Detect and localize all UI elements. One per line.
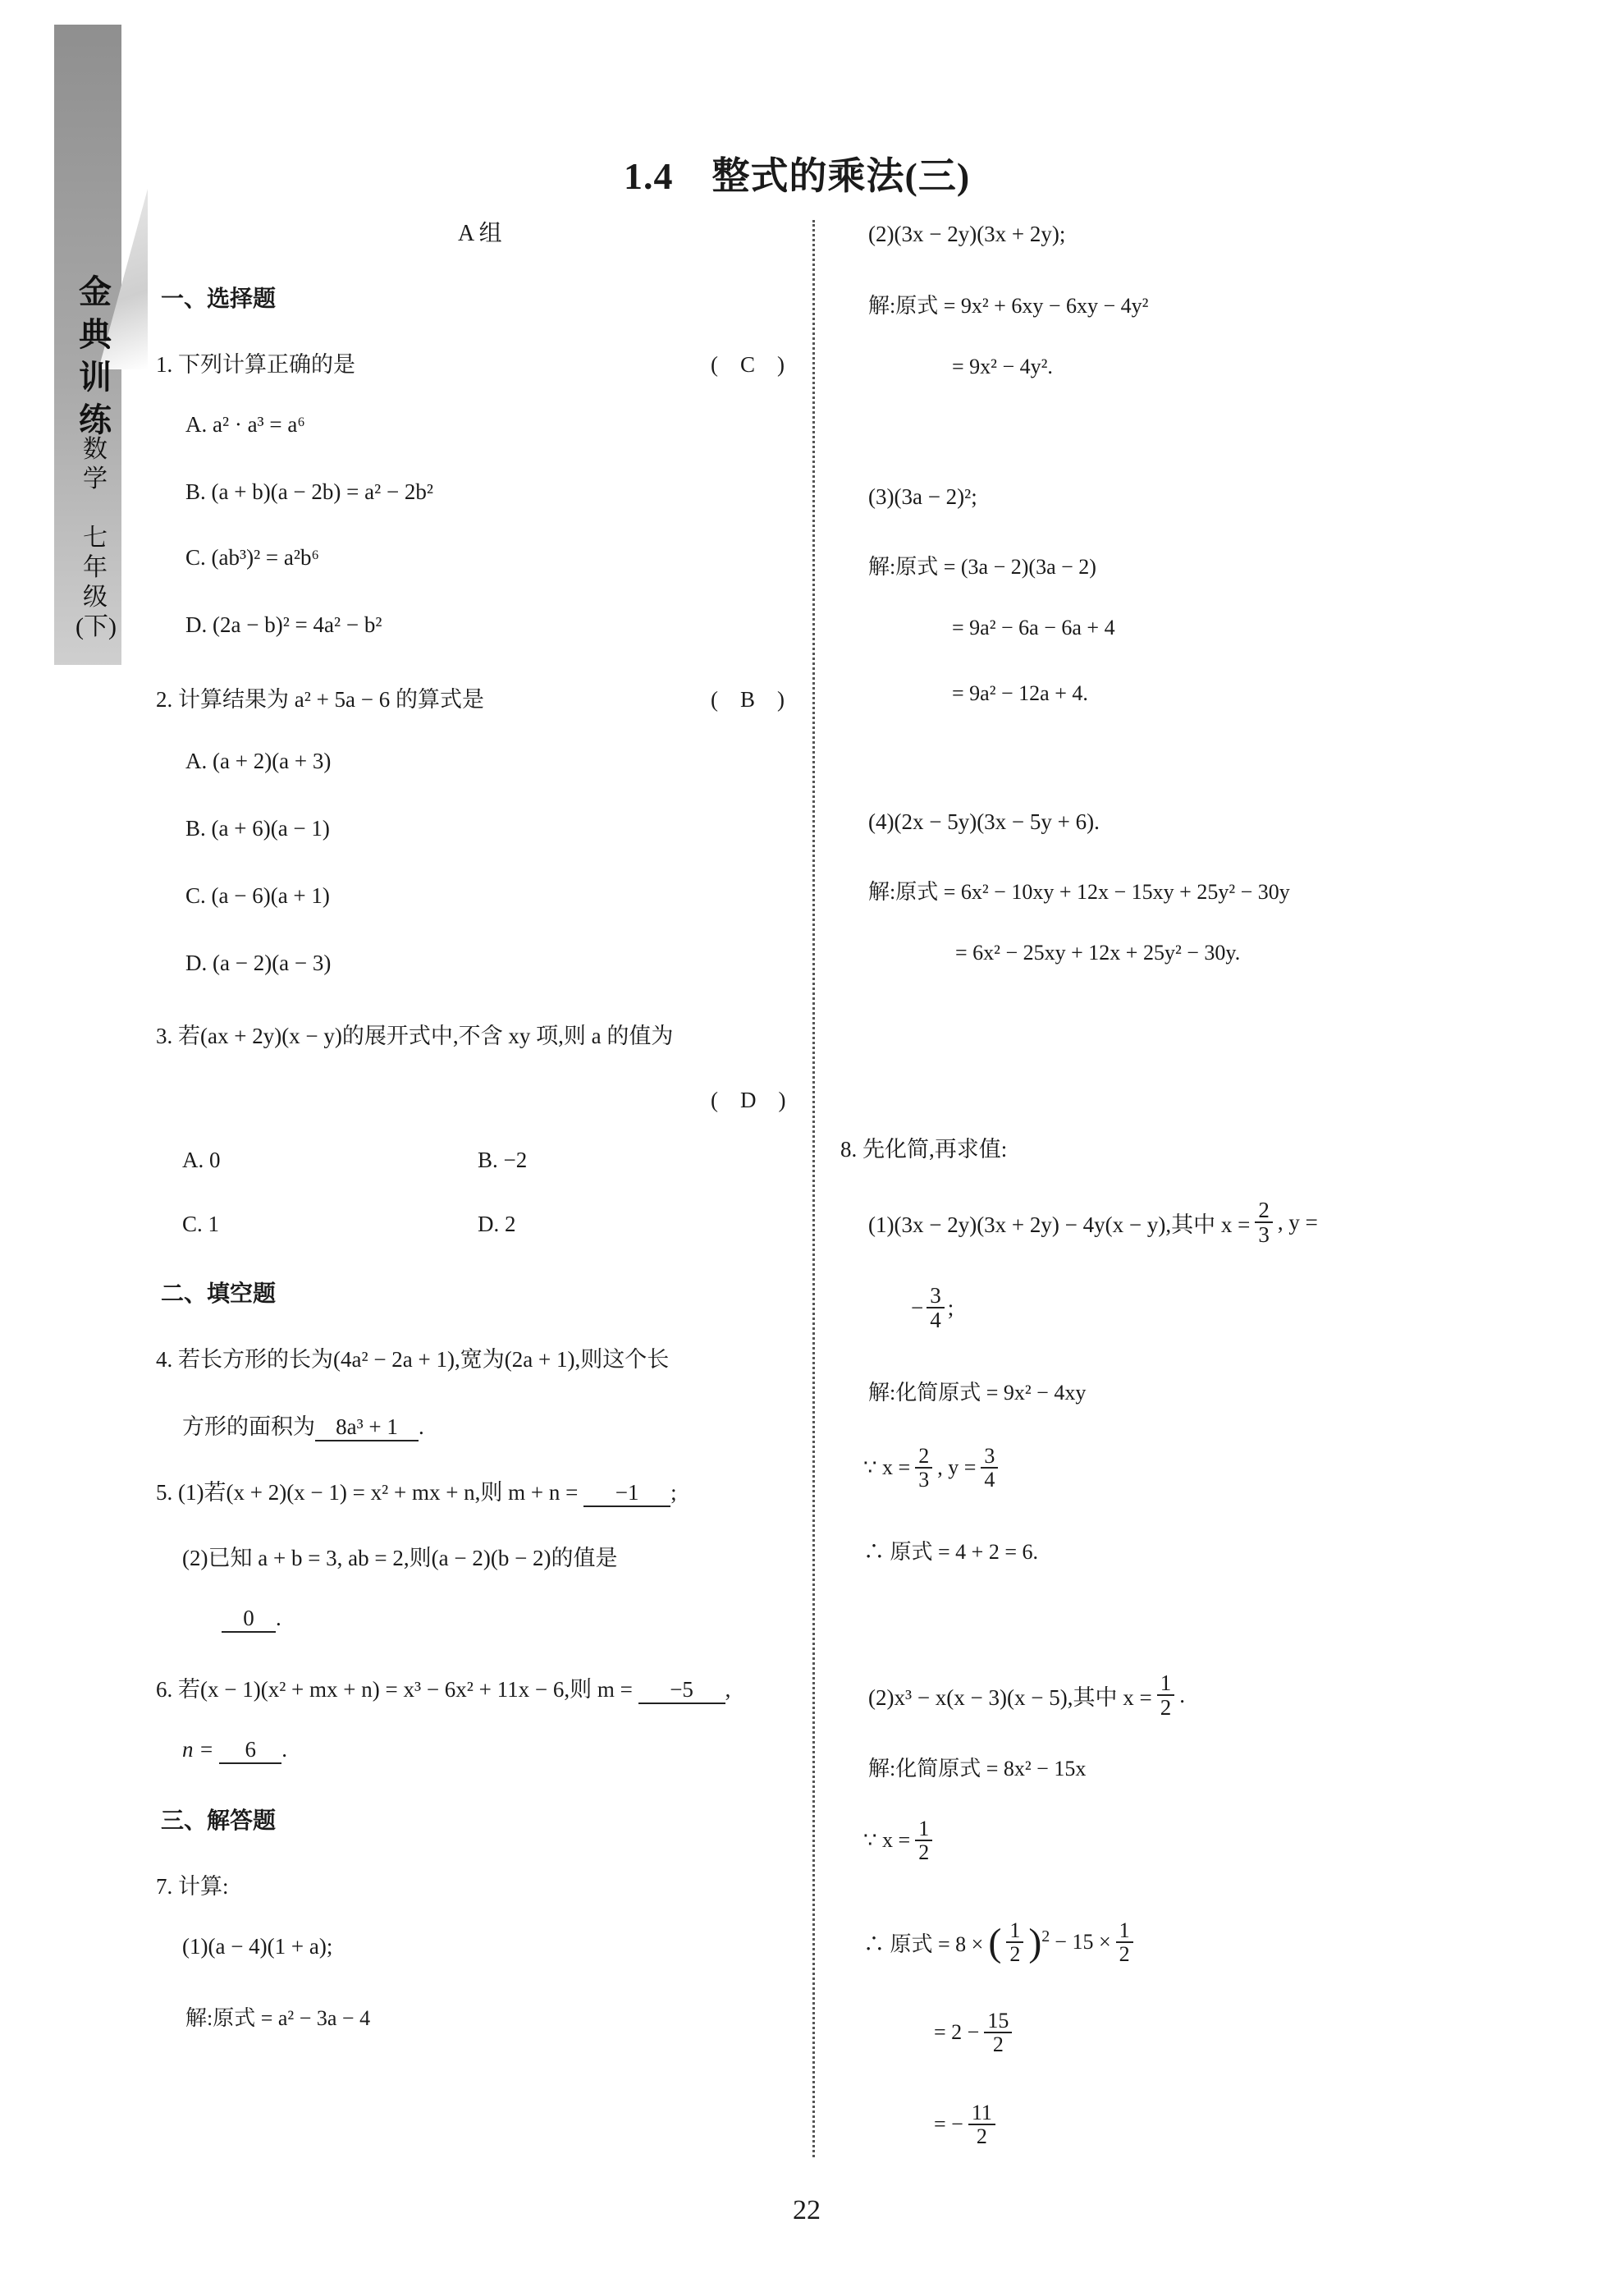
q6-n-suffix: .	[281, 1737, 287, 1762]
q3-answer: ( D )	[711, 1088, 786, 1112]
q7-part1-solution: 解:原式 = a² − 3a − 4	[185, 2006, 371, 2030]
q3-option-b: B. −2	[478, 1148, 528, 1172]
fraction-numerator: 11	[968, 2101, 995, 2125]
brand-title: 金典训练	[79, 273, 112, 438]
fraction-denominator: 2	[1160, 1695, 1172, 1721]
fraction-numerator: 1	[915, 1817, 932, 1841]
q6-n-blank: 6	[219, 1737, 281, 1764]
q7-part3-solution-3: = 9a² − 12a + 4.	[952, 681, 1088, 705]
q4-line1: 4. 若长方形的长为(4a² − 2a + 1),宽为(2a + 1),则这个长	[156, 1347, 670, 1372]
q8-part2-solution-5	[934, 2101, 995, 2148]
because-x-label: ∵ x =	[863, 1828, 911, 1853]
fraction-denominator: 4	[930, 1308, 941, 1333]
because-x-label: ∵ x =	[863, 1455, 911, 1480]
q6-n-label: n =	[182, 1737, 214, 1762]
q2-stem: 2. 计算结果为 a² + 5a − 6 的算式是	[156, 687, 485, 712]
q2-option-a: A. (a + 2)(a + 3)	[185, 749, 332, 773]
fraction-numerator: 3	[981, 1445, 998, 1469]
q3-option-d: D. 2	[478, 1212, 516, 1236]
fraction-denominator: 4	[984, 1468, 995, 1492]
q8-part1-solution-1: 解:化简原式 = 9x² − 4xy	[868, 1381, 1087, 1405]
q8-part1-solution-2	[863, 1445, 998, 1492]
q8-part1-x-fraction	[1255, 1198, 1273, 1247]
page-number: 22	[793, 2195, 821, 2225]
q8-part2-text: (2)x³ − x(x − 3)(x − 5),其中 x =	[868, 1684, 1152, 1710]
q5-part1-blank: −1	[583, 1480, 670, 1507]
section-choice: 一、选择题	[161, 286, 277, 312]
q5-part1	[156, 1474, 677, 1507]
q8-part2-solution-3	[863, 1919, 1133, 1966]
y-value-fraction	[981, 1445, 998, 1492]
x-value-fraction	[915, 1817, 932, 1864]
q6-m-blank: −5	[638, 1677, 725, 1704]
q8-part1-text: (1)(3x − 2y)(3x + 2y) − 4y(x − y),其中 x =	[868, 1212, 1251, 1237]
q4-line2	[182, 1409, 424, 1441]
fraction-denominator: 2	[1119, 1942, 1130, 1967]
q2-option-b: B. (a + 6)(a − 1)	[185, 816, 330, 841]
half-fraction	[1116, 1919, 1133, 1966]
q3-stem: 3. 若(ax + 2y)(x − y)的展开式中,不含 xy 项,则 a 的值为	[156, 1024, 674, 1048]
y-label: , y =	[937, 1455, 977, 1480]
q1-stem: 1. 下列计算正确的是	[156, 352, 355, 377]
fraction-numerator: 2	[915, 1445, 932, 1469]
q7-part2: (2)(3x − 2y)(3x + 2y);	[868, 222, 1066, 246]
fraction-numerator: 1	[1157, 1671, 1175, 1696]
fraction-numerator: 1	[1006, 1919, 1023, 1943]
q8-part2-x-fraction	[1157, 1671, 1175, 1720]
q8-part2-solution-1: 解:化简原式 = 8x² − 15x	[868, 1757, 1087, 1780]
section-solve: 三、解答题	[161, 1808, 277, 1834]
q5-part2-line2	[222, 1606, 281, 1633]
q7-part2-solution-1: 解:原式 = 9x² + 6xy − 6xy − 4y²	[868, 294, 1149, 318]
q8-part1-line1	[868, 1198, 1318, 1247]
section-fill: 二、填空题	[161, 1281, 277, 1307]
q1-answer: ( C )	[711, 352, 785, 377]
q5-part2-blank: 0	[222, 1606, 276, 1633]
q6-line1-text: 6. 若(x − 1)(x² + mx + n) = x³ − 6x² + 11x − 6,则 m =	[156, 1677, 633, 1702]
fraction-numerator: 1	[1116, 1919, 1133, 1943]
q7-part1: (1)(a − 4)(1 + a);	[182, 1934, 333, 1959]
q1-option-a: A. a² · a³ = a⁶	[185, 412, 305, 437]
q4-answer-blank: 8a³ + 1	[315, 1414, 419, 1441]
fraction-denominator: 2	[918, 1840, 930, 1865]
q2-option-c: C. (a − 6)(a + 1)	[185, 883, 330, 908]
subject-label: 数学	[83, 436, 108, 493]
fraction-denominator: 3	[918, 1468, 930, 1492]
q8-part2-end: .	[1179, 1682, 1185, 1707]
q8-part2-solution-4	[934, 2010, 1012, 2056]
q7-part3-solution-1: 解:原式 = (3a − 2)(3a − 2)	[868, 555, 1096, 579]
left-paren: (	[988, 1920, 1002, 1964]
q1-option-d: D. (2a − b)² = 4a² − b²	[185, 612, 382, 637]
x-value-fraction	[915, 1445, 932, 1492]
q7-part3-solution-2: = 9a² − 6a − 6a + 4	[952, 616, 1115, 639]
q8-part1-end: ;	[947, 1295, 954, 1320]
q2-answer: ( B )	[711, 687, 785, 712]
column-divider	[812, 220, 815, 2157]
q6-line1	[156, 1671, 730, 1704]
minus-term: − 15 ×	[1055, 1930, 1111, 1955]
q5-part1-text: 5. (1)若(x + 2)(x − 1) = x² + mx + n,则 m + n =	[156, 1480, 579, 1505]
page-title: 1.4 整式的乘法(三)	[624, 155, 971, 197]
q3-option-c: C. 1	[182, 1212, 220, 1236]
fraction-numerator: 3	[927, 1284, 945, 1308]
q4-line2-suffix: .	[419, 1414, 424, 1439]
q5-part1-suffix: ;	[670, 1480, 677, 1505]
q8-part1-line2	[911, 1284, 954, 1332]
q3-option-a: A. 0	[182, 1148, 221, 1172]
half-fraction	[1006, 1919, 1023, 1966]
q6-line2	[182, 1737, 287, 1764]
q8-part2-solution-2	[863, 1817, 932, 1864]
group-label: A 组	[458, 221, 502, 246]
equals-prefix: = −	[934, 2112, 963, 2137]
q5-part2-line1: (2)已知 a + b = 3, ab = 2,则(a − 2)(b − 2)的值是	[182, 1546, 618, 1570]
q7-part4-solution-1: 解:原式 = 6x² − 10xy + 12x − 15xy + 25y² − 30y	[868, 880, 1290, 904]
subject-grade	[75, 435, 115, 642]
q8-part1-y-fraction	[927, 1284, 945, 1332]
q8-part1-y-label: , y =	[1277, 1209, 1318, 1235]
equals-prefix: = 2 −	[934, 2020, 980, 2045]
fraction-denominator: 2	[992, 2032, 1004, 2057]
q7-part4-solution-2: = 6x² − 25xy + 12x + 25y² − 30y.	[955, 941, 1241, 965]
q6-line1-suffix: ,	[725, 1677, 731, 1702]
therefore-label: ∴ 原式 = 8 ×	[863, 1932, 984, 1956]
right-paren-squared: )$^2$	[1028, 1920, 1050, 1964]
fraction-denominator: 2	[976, 2124, 987, 2149]
fifteen-halves-fraction	[984, 2010, 1012, 2056]
q1-option-b: B. (a + b)(a − 2b) = a² − 2b²	[185, 479, 434, 504]
minus-sign: −	[911, 1295, 924, 1320]
q7-part2-solution-2: = 9x² − 4y².	[952, 355, 1053, 378]
q8-stem: 8. 先化简,再求值:	[840, 1137, 1008, 1162]
fraction-numerator: 15	[984, 2010, 1012, 2033]
q7-stem: 7. 计算:	[156, 1874, 229, 1899]
result-fraction	[968, 2101, 995, 2148]
q8-part1-solution-3: ∴ 原式 = 4 + 2 = 6.	[863, 1540, 1038, 1564]
q4-line2-prefix: 方形的面积为	[182, 1414, 315, 1439]
fraction-denominator: 2	[1009, 1942, 1021, 1967]
q7-part4: (4)(2x − 5y)(3x − 5y + 6).	[868, 809, 1100, 834]
q1-option-c: C. (ab³)² = a²b⁶	[185, 545, 319, 570]
q5-part2-suffix: .	[276, 1606, 281, 1630]
grade-label: 七年级(下)	[75, 525, 117, 640]
fraction-denominator: 3	[1258, 1222, 1270, 1248]
q8-part2-stem	[868, 1671, 1185, 1720]
q2-option-d: D. (a − 2)(a − 3)	[185, 951, 332, 975]
q7-part3: (3)(3a − 2)²;	[868, 484, 977, 509]
fraction-numerator: 2	[1255, 1198, 1273, 1223]
